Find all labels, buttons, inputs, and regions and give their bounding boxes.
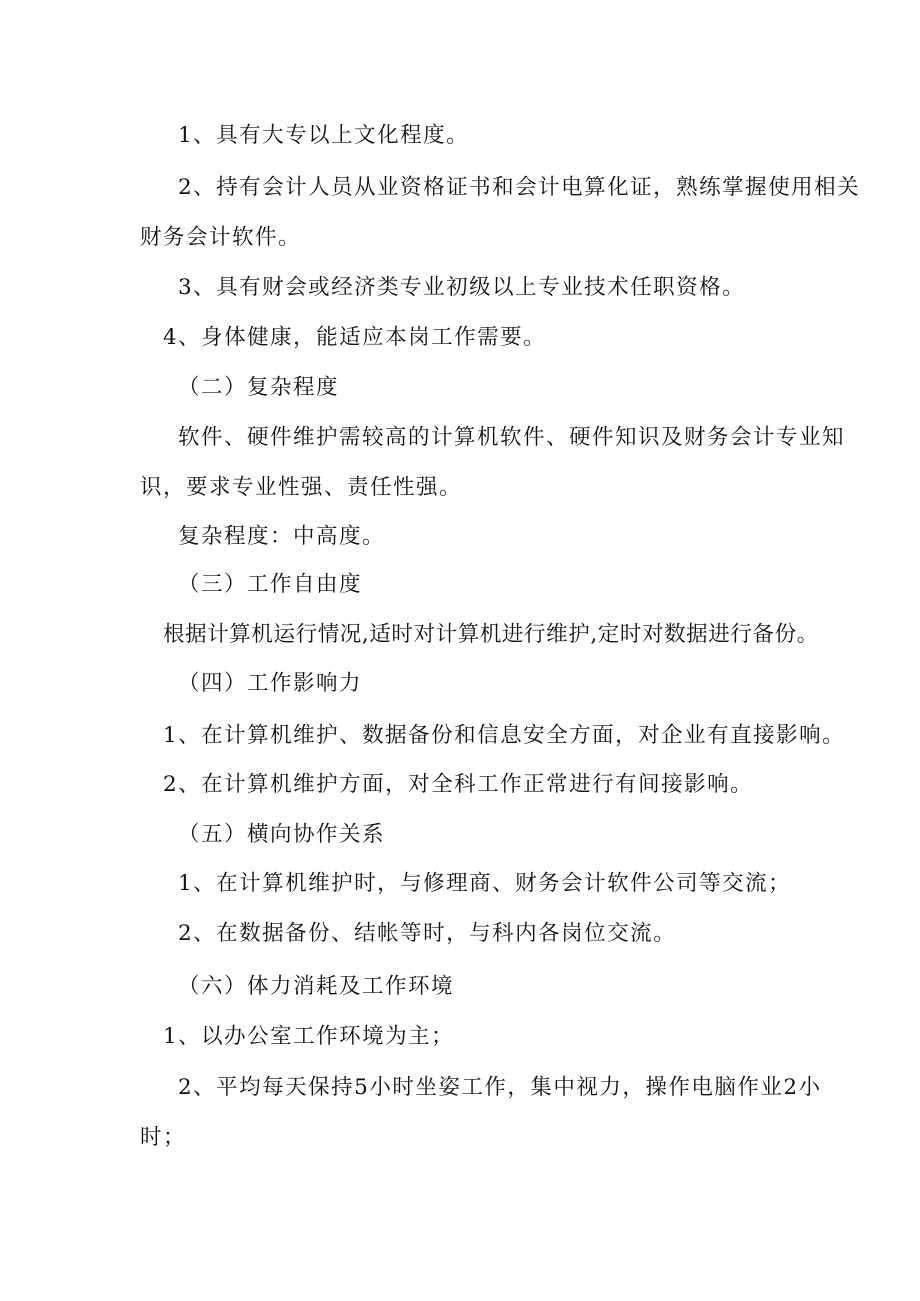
text-line-3: 财务会计软件。 bbox=[140, 225, 302, 250]
section-heading-2: （二）复杂程度 bbox=[178, 375, 340, 400]
text-line-14: 2、在计算机维护方面，对全科工作正常进行有间接影响。 bbox=[163, 772, 754, 797]
text-line-1: 1、具有大专以上文化程度。 bbox=[178, 123, 470, 148]
text-line-4: 3、具有财会或经济类专业初级以上专业技术任职资格。 bbox=[178, 275, 746, 300]
text-line-2: 2、持有会计人员从业资格证书和会计电算化证，熟练掌握使用相关 bbox=[178, 175, 861, 200]
text-line-7: 软件、硬件维护需较高的计算机软件、硬件知识及财务会计专业知 bbox=[178, 425, 846, 450]
section-heading-5: （五）横向协作关系 bbox=[178, 822, 386, 847]
text-line-17: 2、在数据备份、结帐等时，与科内各岗位交流。 bbox=[178, 921, 677, 946]
text-line-11: 根据计算机运行情况,适时对计算机进行维护,定时对数据进行备份。 bbox=[163, 622, 819, 647]
text-line-13: 1、在计算机维护、数据备份和信息安全方面，对企业有直接影响。 bbox=[163, 723, 846, 748]
text-line-9: 复杂程度：中高度。 bbox=[178, 524, 386, 549]
section-heading-6: （六）体力消耗及工作环境 bbox=[178, 974, 455, 999]
text-line-16: 1、在计算机维护时，与修理商、财务会计软件公司等交流； bbox=[178, 871, 792, 896]
text-line-21: 时； bbox=[140, 1125, 187, 1150]
text-line-20: 2、平均每天保持5小时坐姿工作，集中视力，操作电脑作业2小 bbox=[178, 1075, 822, 1100]
text-line-19: 1、以办公室工作环境为主； bbox=[163, 1024, 455, 1049]
section-heading-3: （三）工作自由度 bbox=[178, 572, 363, 597]
text-line-8: 识，要求专业性强、责任性强。 bbox=[140, 475, 463, 500]
text-line-5: 4、身体健康，能适应本岗工作需要。 bbox=[163, 325, 547, 350]
section-heading-4: （四）工作影响力 bbox=[178, 671, 363, 696]
